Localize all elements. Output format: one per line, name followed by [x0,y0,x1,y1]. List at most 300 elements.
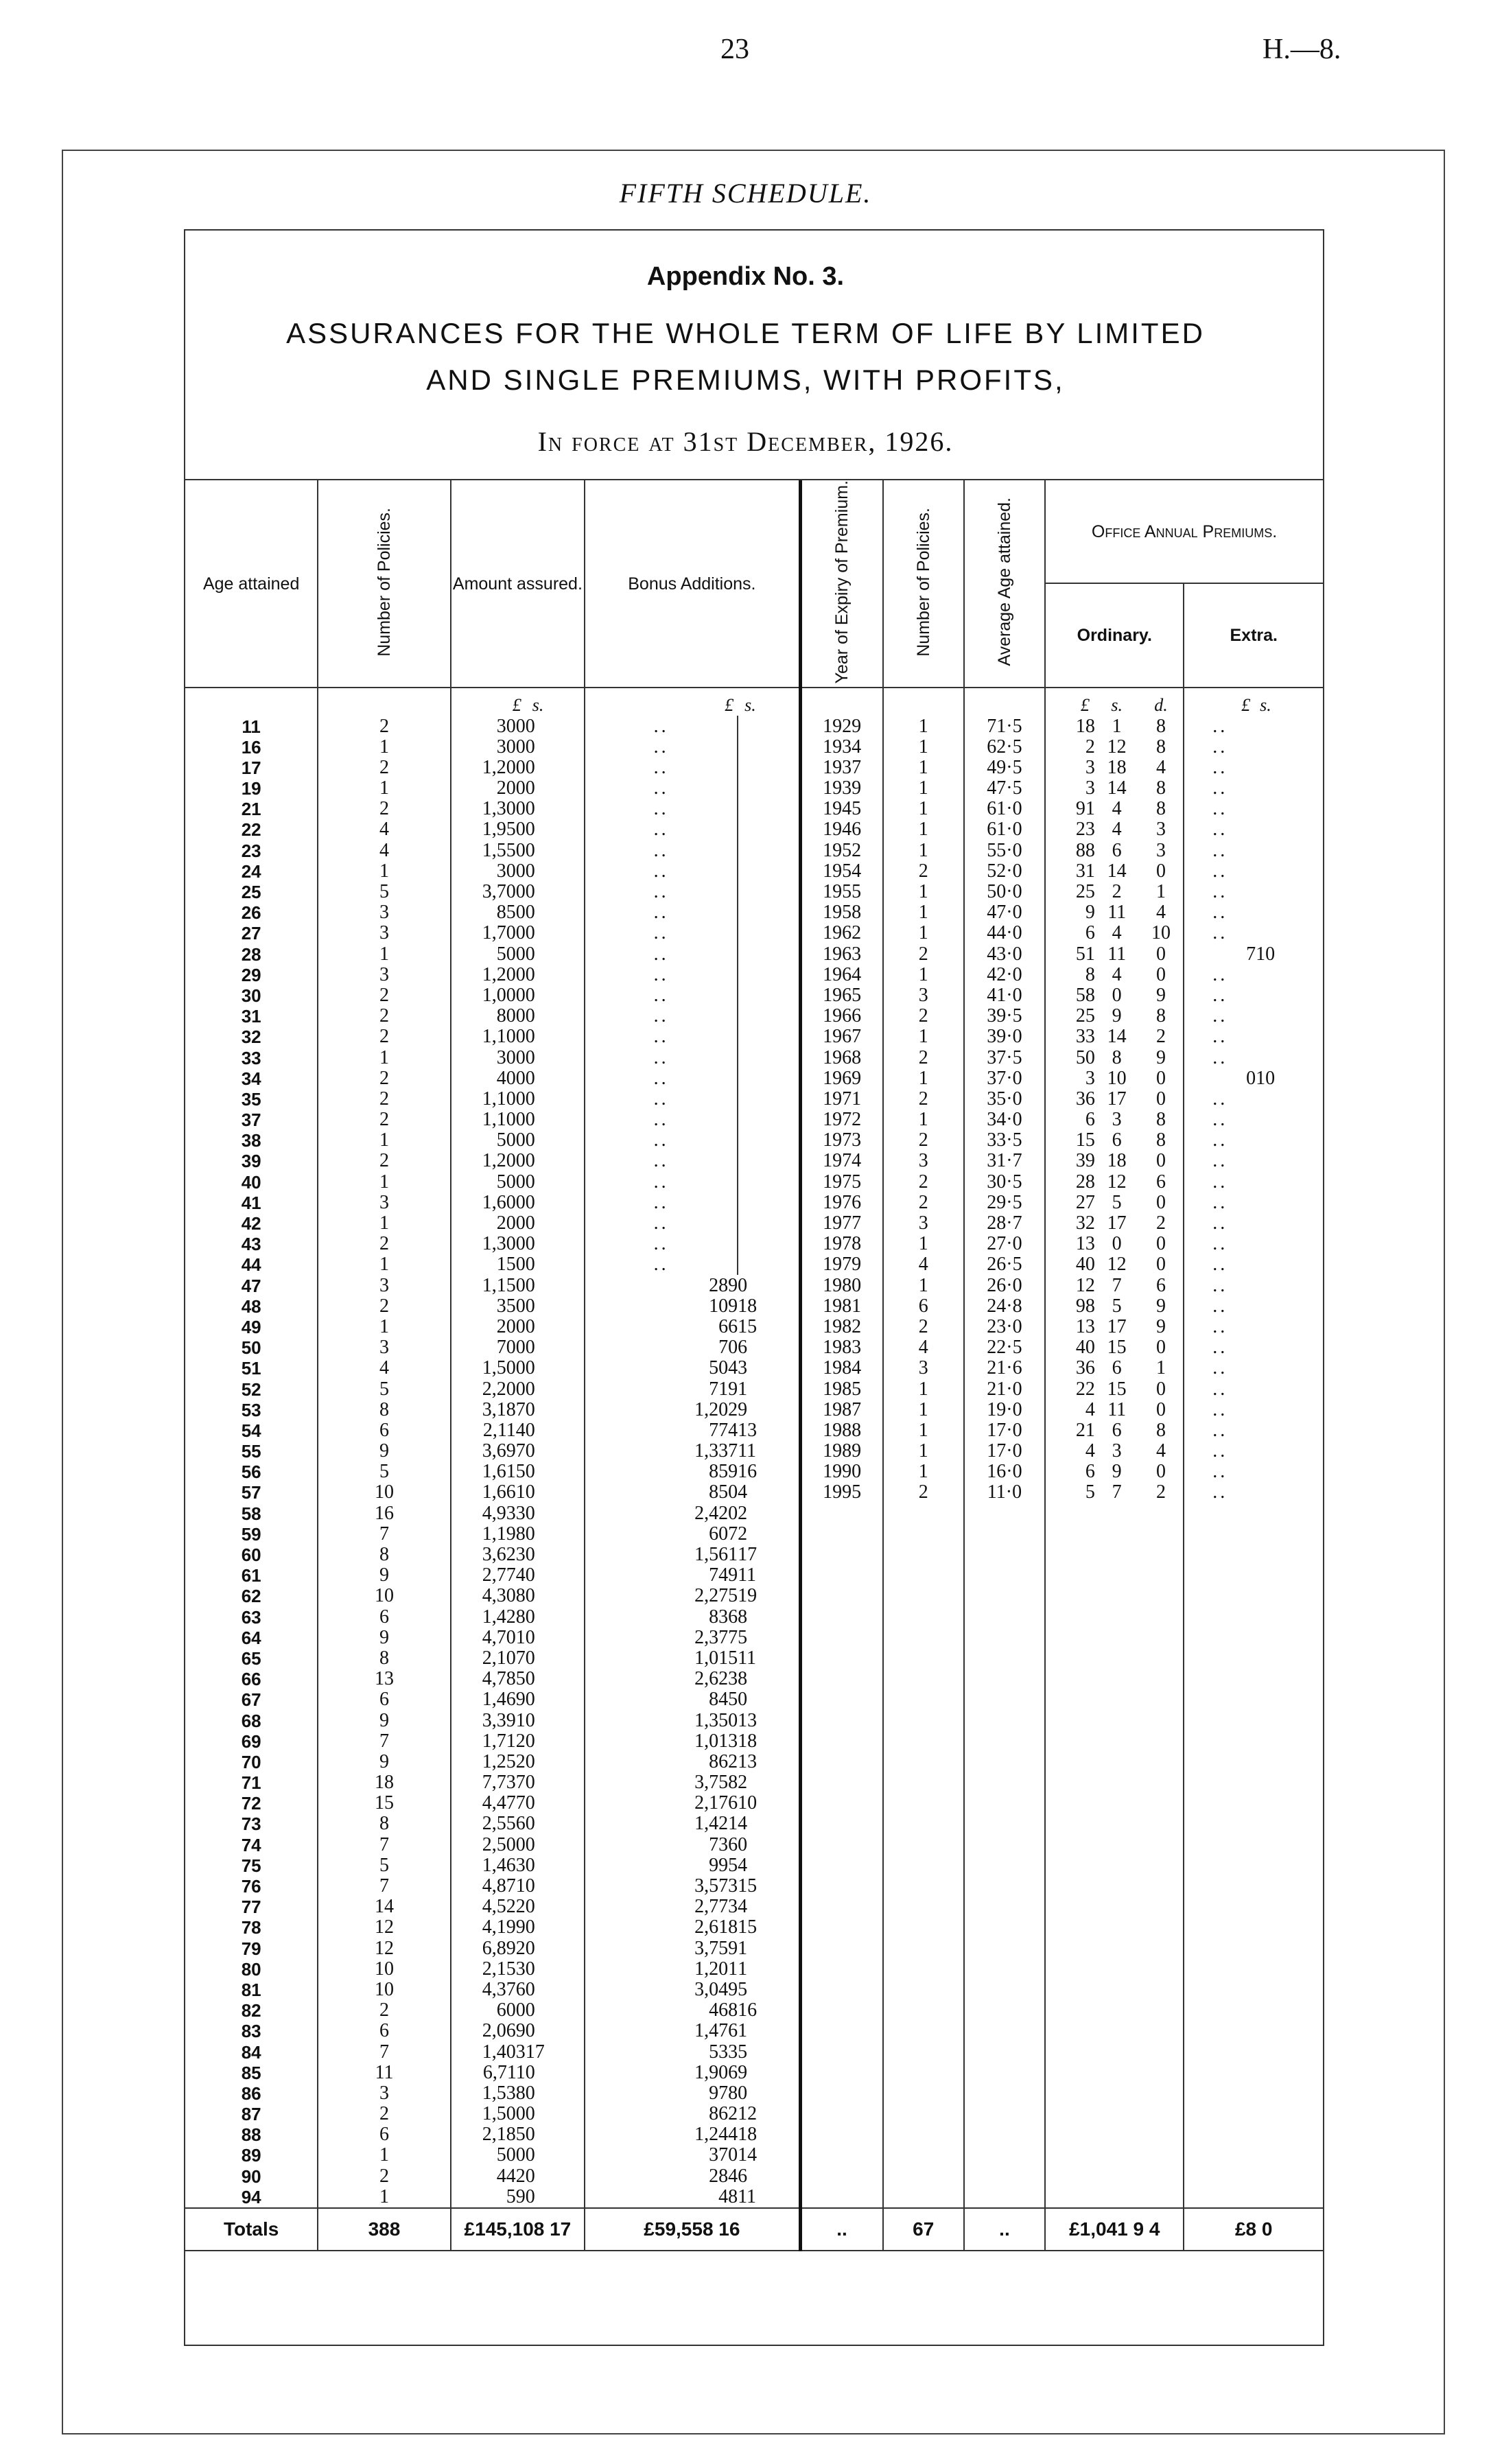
expiry-year-cell: 1962 [800,923,883,943]
empty-cell [1045,2145,1095,2166]
amount-shillings-cell: 0 [526,1897,585,1917]
ordinary-pounds-cell: 28 [1075,1171,1095,1193]
ordinary-pence-cell: 1 [1139,882,1184,902]
empty-cell [964,2041,1045,2062]
empty-cell [1139,2041,1184,2062]
avg-age-cell: 61·0 [964,799,1045,819]
empty-cell [800,1980,883,2000]
table-row [185,1545,1323,1565]
expiry-year-cell: 1975 [800,1172,883,1193]
policies-cell: 1 [318,1130,450,1151]
bonus-pounds-cell: 862 [709,1750,738,1772]
empty-cell [1256,1606,1323,1627]
avg-age-cell: 47·5 [964,778,1045,799]
table-row [185,1006,1323,1026]
bonus-pounds-cell: .. [585,1006,738,1026]
avg-age-cell: 61·0 [964,819,1045,840]
extra-shillings-cell [1256,1234,1323,1254]
empty-cell [800,1503,883,1524]
empty-cell [1095,1772,1139,1793]
empty-cell [1139,1897,1184,1917]
bonus-shillings-cell [738,1047,800,1068]
age-cell: 73 [185,1814,318,1834]
table-row [185,2166,1323,2187]
policies-cell: 7 [318,1731,450,1752]
bonus-pounds-cell: 3,049 [694,1978,738,2000]
empty-cell [883,1710,964,1730]
ordinary-pence-cell: 0 [1139,1089,1184,1110]
avg-age-cell: 30·5 [964,1172,1045,1193]
table-row [185,1959,1323,1980]
amount-pounds-cell: 1,150 [482,1274,526,1296]
extra-shillings-cell [1256,985,1323,1006]
amount-pounds-cell: 1,600 [482,1191,526,1213]
empty-cell [883,1545,964,1565]
bonus-pounds-cell: .. [585,1254,738,1275]
ordinary-pounds-cell: 3 [1085,756,1095,778]
bonus-pounds-cell: 1,561 [694,1544,738,1566]
age-cell: 40 [185,1172,318,1193]
amount-shillings-cell: 0 [526,1938,585,1958]
expiry-year-cell: 1982 [800,1317,883,1337]
amount-pounds-cell: 300 [496,715,526,737]
age-cell: 58 [185,1503,318,1524]
amount-shillings-cell: 0 [526,1482,585,1503]
empty-cell [964,1710,1045,1730]
empty-cell [1184,1980,1256,2000]
empty-cell [1184,1524,1256,1545]
empty-cell [883,1648,964,1669]
empty-cell [883,1959,964,1980]
policies-cell: 1 [318,1213,450,1234]
empty-cell [1139,1710,1184,1730]
bonus-shillings-cell [738,1151,800,1171]
policies-cell: 9 [318,1628,450,1648]
amount-shillings-cell: 0 [526,2187,585,2208]
amount-shillings-cell: 0 [526,1586,585,1606]
extra-pounds-cell: .. [1212,1254,1228,1276]
empty-cell [1045,1897,1095,1917]
empty-cell [964,1606,1045,1627]
empty-cell [964,1897,1045,1917]
empty-cell [964,1731,1045,1752]
avg-age-cell: 23·0 [964,1317,1045,1337]
table-row [185,1193,1323,1213]
policies-cell: 5 [318,1378,450,1399]
bonus-shillings-cell [738,1193,800,1213]
ordinary-pounds-cell: 3 [1085,1067,1095,1089]
bonus-shillings-cell [738,1172,800,1193]
bonus-pounds-cell: 3,758 [694,1772,738,1794]
empty-cell [883,2021,964,2041]
ordinary-shillings-cell: 17 [1107,1088,1127,1110]
bonus-shillings-cell [738,1234,800,1254]
ordinary-pounds-cell: 13 [1075,1233,1095,1255]
age-cell: 32 [185,1026,318,1047]
bonus-pounds-cell: .. [585,1110,738,1130]
bonus-pounds-cell: 70 [718,1337,738,1359]
amount-shillings-cell: 0 [526,1648,585,1669]
expiry-year-cell: 1954 [800,861,883,882]
extra-pounds-cell: .. [1212,819,1228,841]
col-header-year-expiry: Year of Expiry of Premium. [800,480,883,688]
bonus-shillings-cell: 15 [738,1917,800,1938]
page-number: 23 [720,34,749,65]
age-cell: 57 [185,1482,318,1503]
policies-cell: 1 [318,1317,450,1337]
amount-pounds-cell: 400 [496,1067,526,1089]
extra-shillings-cell [1256,758,1323,778]
policies-cell: 5 [318,1855,450,1876]
amount-shillings-cell: 0 [526,1503,585,1524]
policies-cell: 6 [318,2124,450,2145]
policies-2-cell: 1 [883,737,964,758]
ordinary-shillings-cell: 7 [1112,1274,1122,1296]
empty-cell [1256,2000,1323,2021]
avg-age-cell: 39·5 [964,1006,1045,1026]
policies-cell: 3 [318,902,450,923]
avg-age-cell: 52·0 [964,861,1045,882]
empty-cell [964,2021,1045,2041]
bonus-shillings-cell [738,841,800,861]
table-row [185,2021,1323,2041]
bonus-shillings-cell: 4 [738,1897,800,1917]
empty-cell [800,2145,883,2166]
empty-cell [1184,1648,1256,1669]
avg-age-cell: 21·6 [964,1358,1045,1378]
empty-cell [1095,2104,1139,2124]
schedule-table-wrap [185,479,1323,2347]
empty-cell [1095,1648,1139,1669]
age-cell: 25 [185,882,318,902]
extra-shillings-cell [1256,1420,1323,1441]
amount-pounds-cell: 1,200 [482,963,526,985]
col-header-num-policies: Number of Policies. [318,480,450,688]
empty-cell [800,1710,883,1730]
empty-cell [1256,1689,1323,1710]
empty-cell [1045,1565,1095,1586]
table-row [185,1068,1323,1089]
table-row [185,1420,1323,1441]
table-row [185,1752,1323,1772]
empty-cell [1256,2021,1323,2041]
ordinary-pounds-cell: 33 [1075,1026,1095,1048]
bonus-pounds-cell: 3,573 [694,1875,738,1897]
ordinary-pence-cell: 2 [1139,1482,1184,1503]
amount-shillings-cell: 0 [526,799,585,819]
table-row [185,2104,1323,2124]
expiry-year-cell: 1965 [800,985,883,1006]
bonus-shillings-cell: 14 [738,2145,800,2166]
age-cell: 37 [185,1110,318,1130]
amount-pounds-cell: 700 [496,1337,526,1359]
age-cell: 51 [185,1358,318,1378]
amount-pounds-cell: 4,701 [482,1626,526,1648]
empty-cell [1256,1814,1323,1834]
age-cell: 69 [185,1731,318,1752]
avg-age-cell: 43·0 [964,943,1045,964]
amount-pounds-cell: 2,185 [482,2124,526,2146]
policies-cell: 1 [318,861,450,882]
empty-cell [883,1565,964,1586]
ordinary-shillings-cell: 18 [1107,1150,1127,1172]
empty-cell [800,2021,883,2041]
policies-cell: 1 [318,737,450,758]
bonus-shillings-cell [738,985,800,1006]
amount-shillings-cell: 0 [526,1876,585,1897]
policies-2-cell: 6 [883,1296,964,1317]
policies-2-cell: 1 [883,882,964,902]
expiry-year-cell: 1937 [800,758,883,778]
empty-cell [1184,2187,1256,2208]
empty-cell [1045,1524,1095,1545]
ordinary-pounds-cell: 40 [1075,1337,1095,1359]
amount-pounds-cell: 2,107 [482,1647,526,1669]
amount-shillings-cell: 0 [526,1068,585,1089]
empty-cell [1045,1876,1095,1897]
empty-cell [1045,1752,1095,1772]
table-row [185,1689,1323,1710]
empty-cell [964,1648,1045,1669]
age-cell: 50 [185,1337,318,1358]
amount-shillings-cell: 0 [526,1317,585,1337]
extra-pounds-cell: .. [1212,839,1228,861]
empty-cell [1184,1897,1256,1917]
table-row [185,1648,1323,1669]
empty-cell [1256,1586,1323,1606]
empty-cell [1184,1545,1256,1565]
ordinary-pence-cell: 6 [1139,1275,1184,1295]
amount-shillings-cell: 0 [526,1400,585,1420]
bonus-shillings-cell: 18 [738,2124,800,2145]
table-row [185,758,1323,778]
empty-cell [964,1793,1045,1814]
empty-cell [964,1628,1045,1648]
table-row [185,1586,1323,1606]
table-row [185,1835,1323,1855]
expiry-year-cell: 1934 [800,737,883,758]
empty-cell [1139,2166,1184,2187]
empty-cell [1184,2104,1256,2124]
avg-age-cell: 50·0 [964,882,1045,902]
empty-cell [1256,2104,1323,2124]
extra-pounds-cell: .. [1212,756,1228,778]
amount-shillings-cell: 0 [526,1172,585,1193]
ordinary-pence-cell: 3 [1139,841,1184,861]
avg-age-cell: 37·0 [964,1068,1045,1089]
empty-cell [964,1565,1045,1586]
ordinary-shillings-cell: 1 [1112,715,1122,737]
avg-age-cell: 39·0 [964,1026,1045,1047]
schedule-table [185,480,1323,2251]
age-cell: 70 [185,1752,318,1772]
empty-cell [1139,1503,1184,1524]
age-cell: 24 [185,861,318,882]
empty-cell [1045,1793,1095,1814]
empty-cell [964,2145,1045,2166]
bonus-shillings-cell: 8 [738,1669,800,1689]
ordinary-shillings-cell: 12 [1107,736,1127,758]
ordinary-pounds-cell: 23 [1075,819,1095,841]
table-row [185,2124,1323,2145]
ordinary-pounds-cell: 21 [1075,1419,1095,1441]
empty-cell [1045,1606,1095,1627]
table-row [185,1917,1323,1938]
empty-cell [1256,1917,1323,1938]
amount-pounds-cell: 1,950 [482,819,526,841]
expiry-year-cell: 1955 [800,882,883,902]
avg-age-cell: 29·5 [964,1193,1045,1213]
age-cell: 22 [185,819,318,840]
totals-row [185,2208,1323,2251]
amount-shillings-cell: 0 [526,2166,585,2187]
empty-cell [800,2041,883,2062]
empty-cell [883,2124,964,2145]
age-cell: 31 [185,1006,318,1026]
empty-cell [883,2145,964,2166]
amount-shillings-cell: 0 [526,1420,585,1441]
bonus-pounds-cell: 862 [709,2103,738,2125]
amount-pounds-cell: 1,300 [482,1233,526,1255]
empty-cell [1139,1793,1184,1814]
amount-shillings-cell: 0 [526,1959,585,1980]
amount-pounds-cell: 1,000 [482,984,526,1006]
empty-cell [1045,1628,1095,1648]
ordinary-shillings-cell: 5 [1112,1295,1122,1317]
empty-cell [883,1606,964,1627]
ordinary-pence-cell: 10 [1139,923,1184,943]
col-header-num-policies-2: Number of Policies. [883,480,964,688]
empty-cell [1095,2124,1139,2145]
expiry-year-cell: 1969 [800,1068,883,1089]
age-cell: 80 [185,1959,318,1980]
empty-cell [1256,1503,1323,1524]
expiry-year-cell: 1995 [800,1482,883,1503]
bonus-shillings-cell [738,882,800,902]
avg-age-cell: 35·0 [964,1089,1045,1110]
extra-shillings-cell [1256,1130,1323,1151]
table-row [185,1254,1323,1275]
ordinary-pounds-cell: 36 [1075,1088,1095,1110]
ordinary-pounds-cell: 8 [1085,963,1095,985]
ordinary-pounds-cell: 98 [1075,1295,1095,1317]
extra-pounds-cell: .. [1212,1398,1228,1420]
amount-shillings-cell: 0 [526,1669,585,1689]
age-cell: 41 [185,1193,318,1213]
empty-cell [1256,1545,1323,1565]
empty-cell [883,1793,964,1814]
empty-cell [1184,1855,1256,1876]
empty-cell [1256,1648,1323,1669]
table-row [185,1503,1323,1524]
ordinary-pence-cell: 0 [1139,1462,1184,1482]
amount-pounds-cell: 1,198 [482,1523,526,1545]
ordinary-pounds-cell: 15 [1075,1129,1095,1151]
table-row [185,1793,1323,1814]
age-cell: 16 [185,737,318,758]
empty-cell [1184,1793,1256,1814]
policies-2-cell: 1 [883,716,964,736]
amount-pounds-cell: 1,700 [482,922,526,944]
policies-cell: 1 [318,1254,450,1275]
policies-2-cell: 2 [883,1317,964,1337]
empty-cell [1256,1731,1323,1752]
amount-shillings-cell: 0 [526,1130,585,1151]
empty-cell [1256,1835,1323,1855]
empty-cell [800,1628,883,1648]
amount-shillings-cell: 0 [526,819,585,840]
ordinary-pounds-cell: 36 [1075,1357,1095,1379]
expiry-year-cell: 1987 [800,1400,883,1420]
amount-pounds-cell: 500 [496,1129,526,1151]
expiry-year-cell: 1984 [800,1358,883,1378]
bonus-shillings-cell: 1 [738,2021,800,2041]
expiry-year-cell: 1963 [800,943,883,964]
table-row [185,1213,1323,1234]
ordinary-shillings-cell: 3 [1112,1109,1122,1131]
empty-cell [964,2187,1045,2208]
age-cell: 52 [185,1378,318,1399]
amount-pounds-cell: 4,308 [482,1585,526,1607]
bonus-pounds-cell: 607 [709,1523,738,1545]
subheading: In force at 31st December, 1926. [537,426,954,457]
policies-2-cell: 1 [883,1234,964,1254]
amount-pounds-cell: 2,153 [482,1958,526,1980]
age-cell: 94 [185,2187,318,2208]
bonus-pounds-cell: 850 [709,1481,738,1503]
empty-cell [1256,2041,1323,2062]
age-cell: 27 [185,923,318,943]
table-row [185,1089,1323,1110]
empty-cell [1095,1814,1139,1834]
policies-2-cell: 1 [883,758,964,778]
bonus-shillings-cell: 4 [738,1855,800,1876]
empty-cell [964,2104,1045,2124]
ordinary-shillings-cell: 11 [1107,943,1127,965]
ordinary-pence-cell: 0 [1139,1234,1184,1254]
amount-pounds-cell: 500 [496,1171,526,1193]
bonus-shillings-cell [738,965,800,985]
policies-cell: 3 [318,2083,450,2104]
table-row [185,1731,1323,1752]
extra-pounds-cell: .. [1212,984,1228,1006]
bonus-shillings-cell: 6 [738,1337,800,1358]
ordinary-shillings-cell: 4 [1112,922,1122,944]
empty-cell [1184,2166,1256,2187]
expiry-year-cell: 1966 [800,1006,883,1026]
col-header-avg-age: Average Age attained. [964,480,1045,688]
policies-cell: 8 [318,1648,450,1669]
avg-age-cell: 49·5 [964,758,1045,778]
ordinary-shillings-cell: 15 [1107,1378,1127,1400]
bonus-pounds-cell: 3,759 [694,1937,738,1959]
totals-num-policies: 388 [318,2208,450,2251]
extra-shillings-cell [1256,1193,1323,1213]
extra-pounds-cell: .. [1212,1440,1228,1462]
policies-cell: 9 [318,1565,450,1586]
empty-cell [883,1524,964,1545]
bonus-pounds-cell: 836 [709,1606,738,1628]
amount-pounds-cell: 1,100 [482,1088,526,1110]
avg-age-cell: 11·0 [964,1482,1045,1503]
empty-cell [964,1855,1045,1876]
extra-pounds-cell: .. [1212,1357,1228,1379]
bonus-pounds-cell: 2,420 [694,1502,738,1524]
policies-cell: 2 [318,1089,450,1110]
ordinary-pence-cell: 8 [1139,1130,1184,1151]
avg-age-cell: 42·0 [964,965,1045,985]
amount-shillings-cell: 0 [526,1835,585,1855]
